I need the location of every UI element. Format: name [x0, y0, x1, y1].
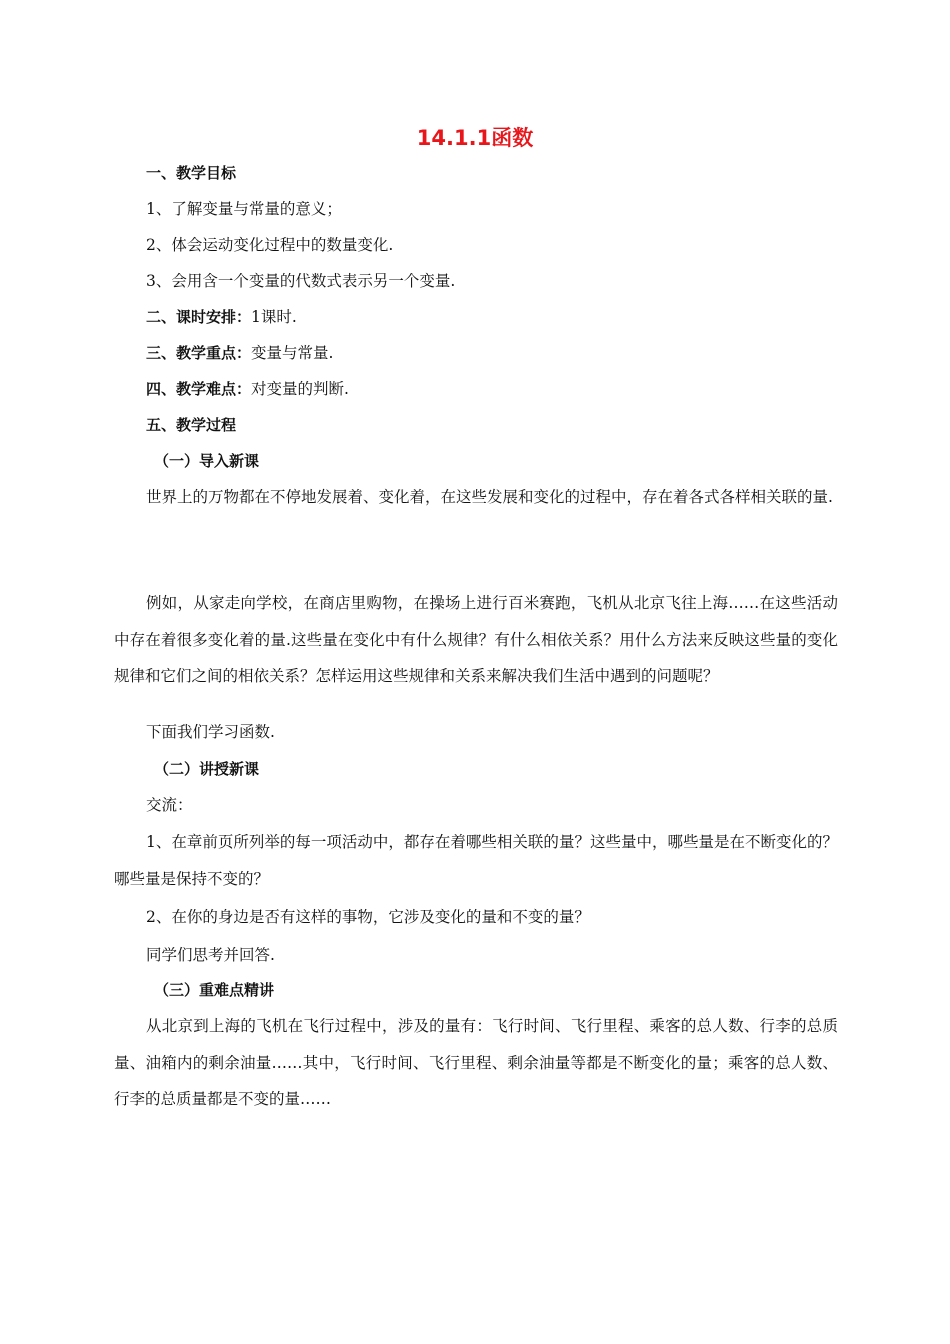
section-heading-process: 五、教学过程 — [146, 416, 237, 434]
goal-item-3: 3、会用含一个变量的代数式表示另一个变量. — [146, 272, 456, 290]
subsection-heading-intro: （一）导入新课 — [154, 452, 260, 470]
key-points-label: 三、教学重点： — [146, 344, 252, 362]
goal-item-2: 2、体会运动变化过程中的数量变化. — [146, 236, 394, 254]
goal-item-1: 1、了解变量与常量的意义； — [146, 200, 342, 218]
paragraph-intro-1: 世界上的万物都在不停地发展着、变化着，在这些发展和变化的过程中，存在着各式各样相关联的量. — [146, 488, 833, 506]
paragraph-intro-2: 例如，从家走向学校，在商店里购物，在操场上进行百米赛跑，飞机从北京飞往上海……在这些活动中存在着很多变化着的量.这些量在变化中有什么规律？有什么相依关系？用什么方法来反映这些量的变化规律和它们之间的相依关系？怎样运用这些规律和关系来解决我们生活中遇到的问题呢？ — [114, 594, 838, 686]
difficulties-value: 对变量的判断. — [251, 380, 349, 398]
difficulties-label: 四、教学难点： — [146, 380, 252, 398]
paragraph-key-explain-1: 从北京到上海的飞机在飞行过程中，涉及的量有：飞行时间、飞行里程、乘客的总人数、行李的总质量、油箱内的剩余油量……其中，飞行时间、飞行里程、剩余油量等都是不断变化的量；乘客的总人数、行李的总质量都是不变的量…… — [114, 1017, 838, 1109]
schedule-label: 二、课时安排： — [146, 308, 252, 326]
paragraph-lecture-3: 2、在你的身边是否有这样的事物，它涉及变化的量和不变的量？ — [146, 908, 590, 926]
section-schedule — [146, 305, 297, 329]
schedule-value: 1课时. — [251, 308, 297, 326]
paragraph-lecture-1: 交流： — [146, 796, 193, 814]
key-points-value: 变量与常量. — [251, 344, 334, 362]
subsection-heading-lecture: （二）讲授新课 — [154, 760, 260, 778]
section-key-points — [146, 341, 333, 365]
subsection-heading-key-explain: （三）重难点精讲 — [154, 981, 275, 999]
paragraph-intro-3: 下面我们学习函数. — [146, 723, 275, 741]
document-title: 14.1.1函数 — [416, 126, 534, 150]
paragraph-lecture-4: 同学们思考并回答. — [146, 946, 275, 964]
paragraph-lecture-2: 1、在章前页所列举的每一项活动中，都存在着哪些相关联的量？这些量中，哪些量是在不断变化的？哪些量是保持不变的？ — [114, 833, 838, 888]
section-heading-goals: 一、教学目标 — [146, 164, 237, 182]
section-difficulties — [146, 377, 349, 401]
